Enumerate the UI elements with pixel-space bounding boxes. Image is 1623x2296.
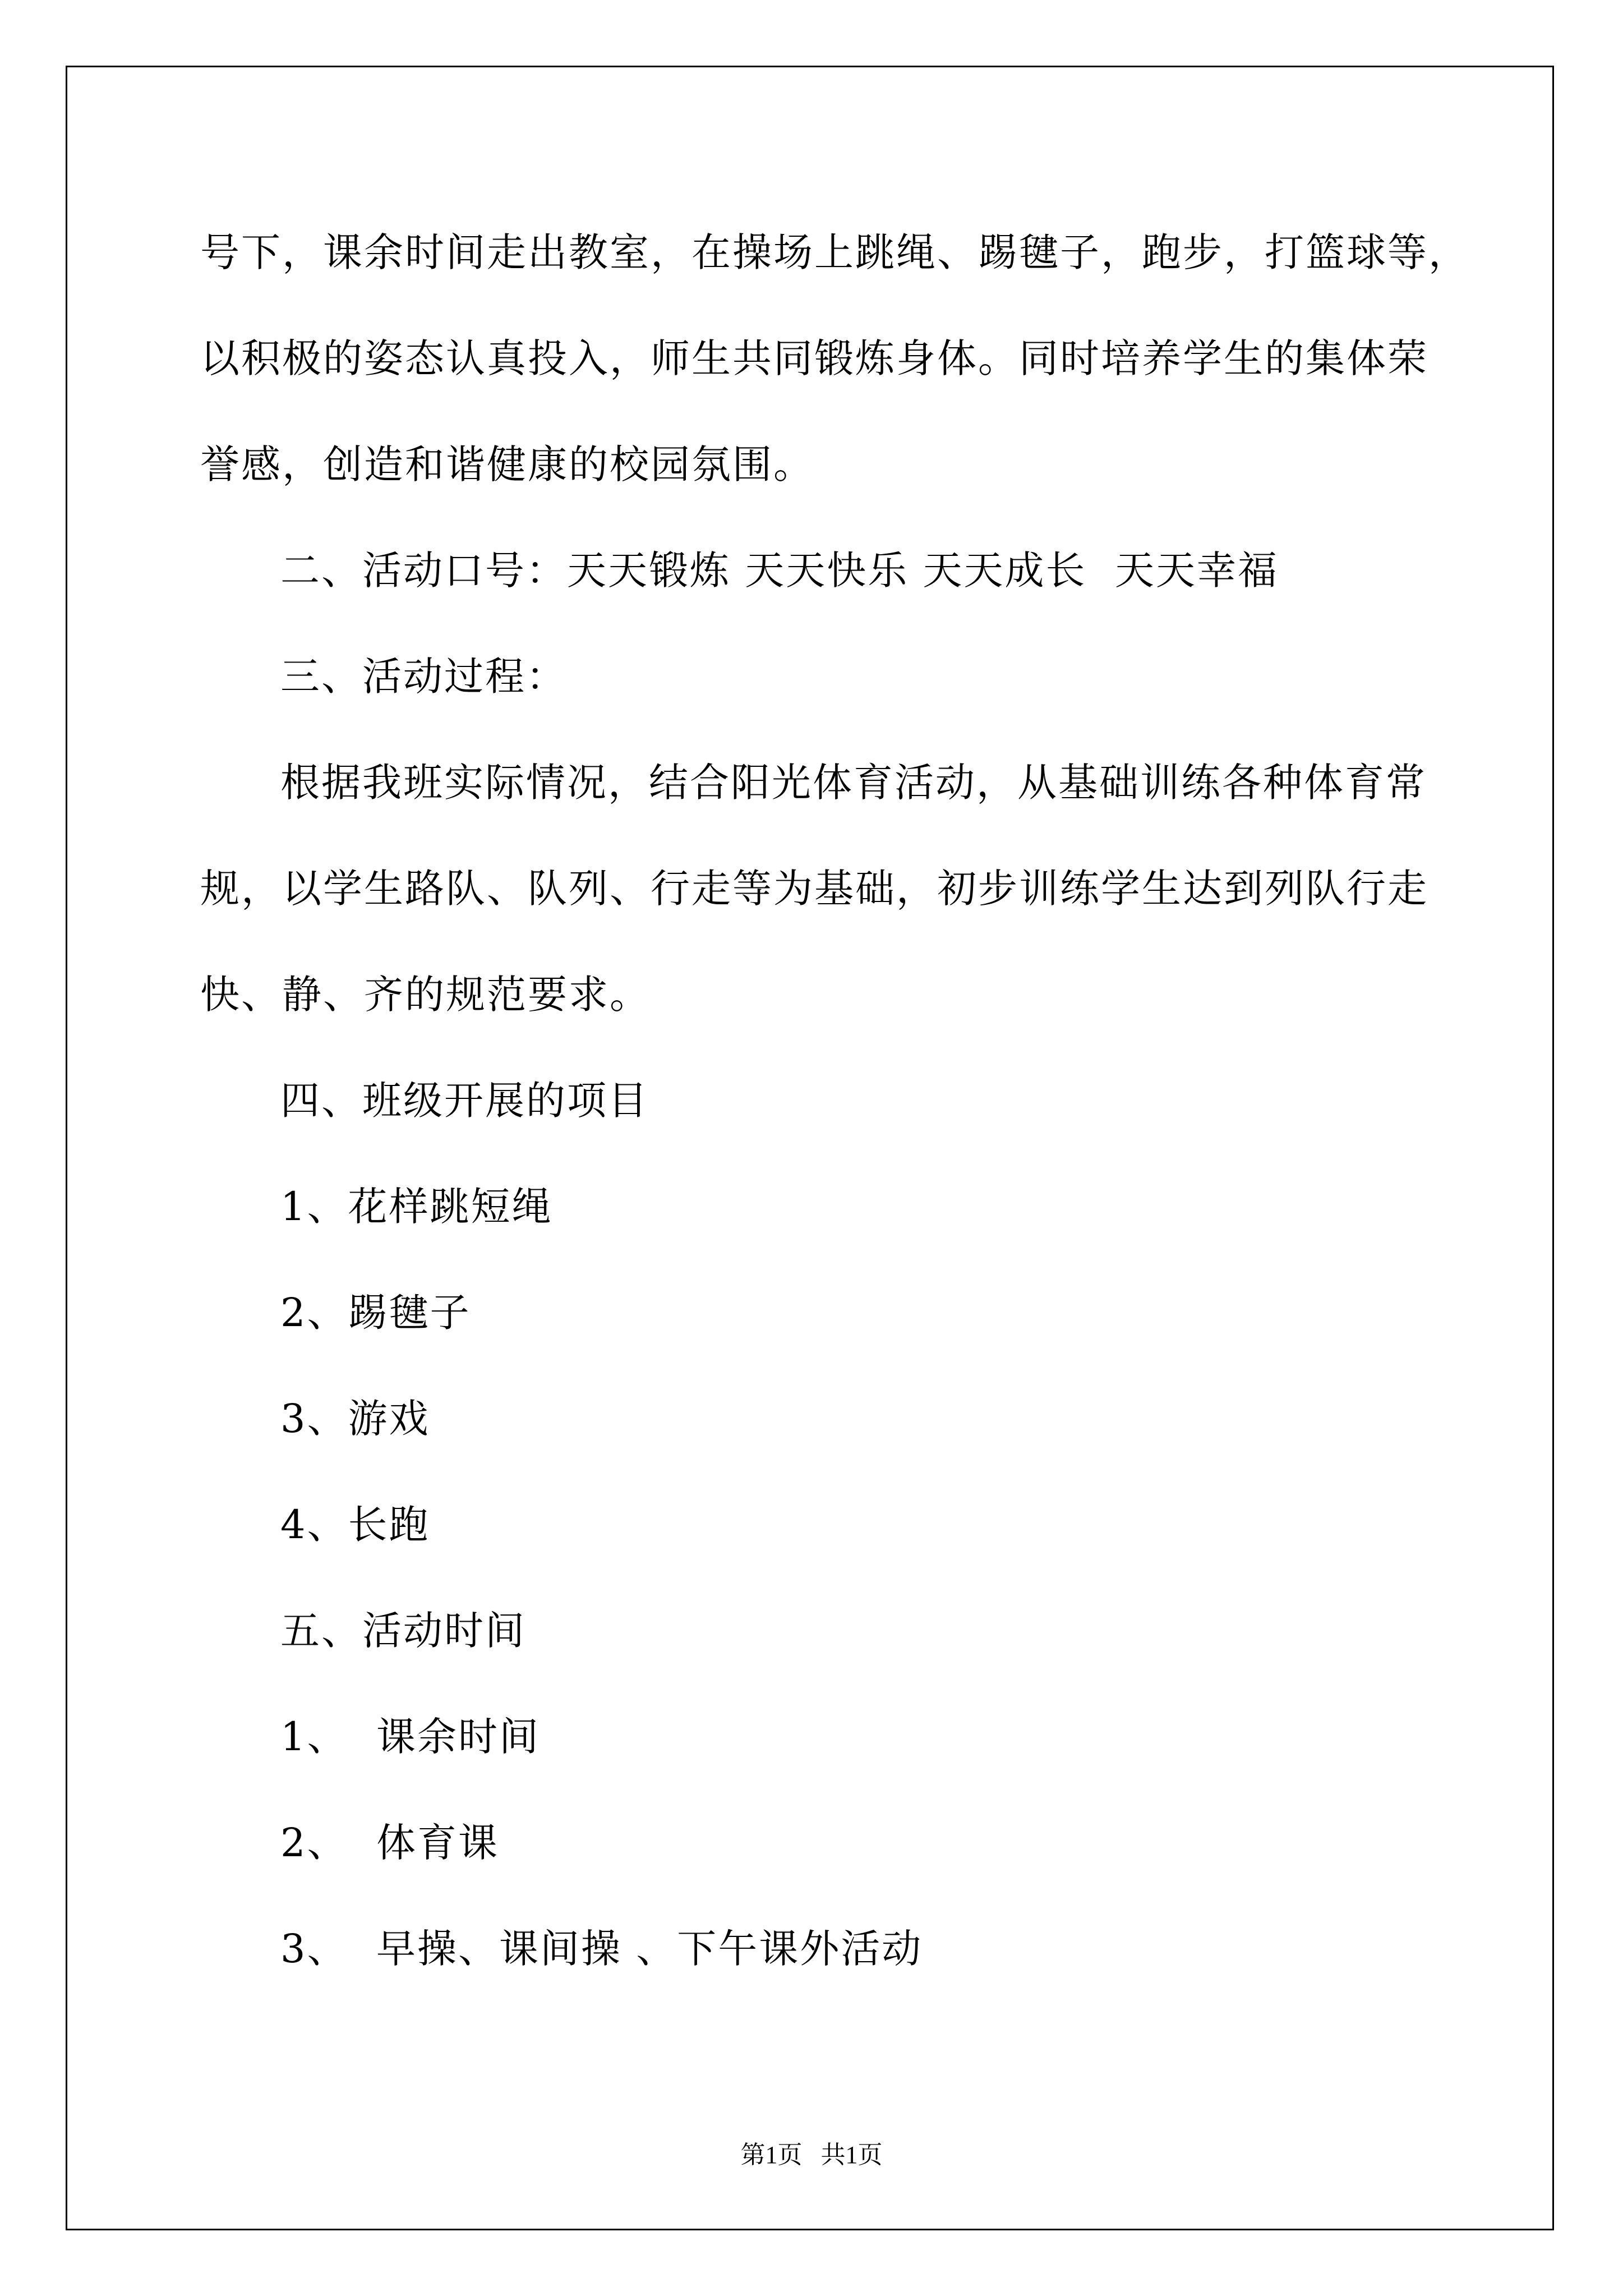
paragraph-line: 号下，课余时间走出教室，在操场上跳绳、踢毽子，跑步，打篮球等， [200,229,1469,275]
list-item: 3、 早操、课间操 、下午课外活动 [280,1926,923,1972]
paragraph-line: 根据我班实际情况，结合阳光体育活动，从基础训练各种体育常 [280,760,1427,806]
list-item: 3、游戏 [280,1396,430,1442]
section-heading-projects: 四、班级开展的项目 [280,1078,649,1124]
paragraph-line: 誉感，创造和谐健康的校园氛围。 [200,441,814,487]
paragraph-line: 以积极的姿态认真投入，师生共同锻炼身体。同时培养学生的集体荣 [200,335,1428,381]
list-item: 2、 体育课 [280,1820,500,1866]
list-item: 1、花样跳短绳 [280,1184,553,1230]
page-footer: 第1页 共1页 [740,2141,883,2169]
section-heading-process: 三、活动过程： [280,654,567,700]
list-item: 4、长跑 [280,1502,430,1548]
paragraph-line: 规，以学生路队、队列、行走等为基础，初步训练学生达到列队行走 [200,866,1428,912]
list-item: 1、 课余时间 [280,1714,541,1760]
section-heading-slogan: 二、活动口号：天天锻炼 天天快乐 天天成长 天天幸福 [280,547,1279,593]
list-item: 2、踢毽子 [280,1290,471,1336]
page-border [66,66,1554,2230]
section-heading-time: 五、活动时间 [280,1608,526,1654]
paragraph-line: 快、静、齐的规范要求。 [200,972,651,1018]
